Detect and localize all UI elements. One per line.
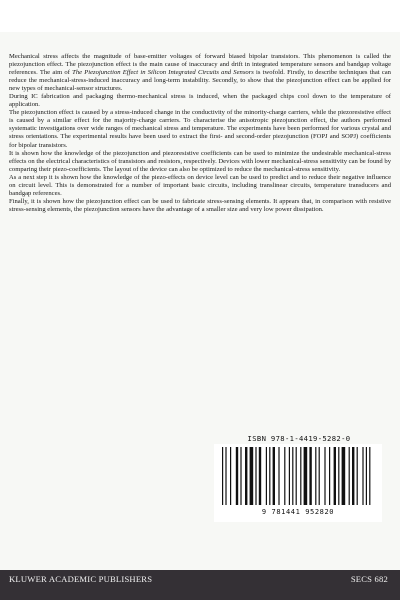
- barcode-box: [214, 444, 382, 522]
- blurb-text: [9, 53, 391, 214]
- isbn-barcode-block: [212, 434, 386, 524]
- blurb-paragraph-4: It is shown how the knowledge of the piezojunction and piezoresistive coefficients can be used to minimize the undesirable mechanical-stress effects on the electrical characteristics of transistors and resistors, respectively. Devices with lower mechanical-stress sensitivity can be found by comparing their piezo-coefficients. The layout of the device can also be optimized to reduce the mechanical-stress sensitivity.: [9, 149, 391, 173]
- isbn-number: ISBN 978-1-4419-5282-0: [247, 434, 351, 443]
- blurb-paragraph-6: Finally, it is shown how the piezojunction effect can be used to fabricate stress-sensing elements. It appears that, in comparison with resistive stress-sensing elements, the piezojunction sensors have the advantage of a smaller size and very low power dissipation.: [9, 197, 391, 213]
- paragraph-1-start: Mechanical stress affects the magnitude of base-emitter voltages of forward biased bipolar transistors. This phenomenon is called the piezojunction effect. The piezojunction effect is the main cause of inaccuracy and drift in integrated temperature sensors and bandgap voltage references. The aim of: [9, 53, 391, 77]
- blurb-paragraph-3: The piezojunction effect is caused by a stress-induced change in the conductivity of the minority-charge carriers, while the piezoresistive effect is caused by a similar effect for the majority-charge carriers. To characterise the anisotropic piezojunction effect, the authors performed systematic investigations over wide ranges of mechanical stress and temperature. The experiments have been performed for various crystal and stress orientations. The experimental results have been used to extract the first- and second-order piezojunction (FOPJ and SOPJ) coefficients for bipolar transistors.: [9, 109, 391, 149]
- barcode-bars-icon: [222, 447, 374, 507]
- barcode-digits: 9 781441 952820: [261, 508, 335, 516]
- blurb-paragraph-1: [9, 53, 391, 93]
- series-code: SECS 682: [350, 574, 388, 584]
- publisher-name: KLUWER ACADEMIC PUBLISHERS: [9, 574, 153, 584]
- book-title-italic: The Piezojunction Effect in Silicon Integrated Circuits and Sensors: [72, 69, 254, 77]
- blurb-paragraph-5: As a next step it is shown how the knowledge of the piezo-effects on device level can be used to predict and to reduce their negative influence on circuit level. This is demonstrated for a number of important basic circuits, including translinear circuits, temperature transducers and bandgap references.: [9, 173, 391, 197]
- blurb-paragraph-2: During IC fabrication and packaging thermo-mechanical stress is induced, when the packaged chips cool down to the temperature of application.: [9, 93, 391, 109]
- paragraph-1-end: is twofold. Firstly, to describe techniques that can reduce the mechanical-stress-induced inaccuracy and long-term instability. Secondly, to show that the piezojunction effect can be applied for new types of mechanical-sensor structures.: [9, 69, 391, 93]
